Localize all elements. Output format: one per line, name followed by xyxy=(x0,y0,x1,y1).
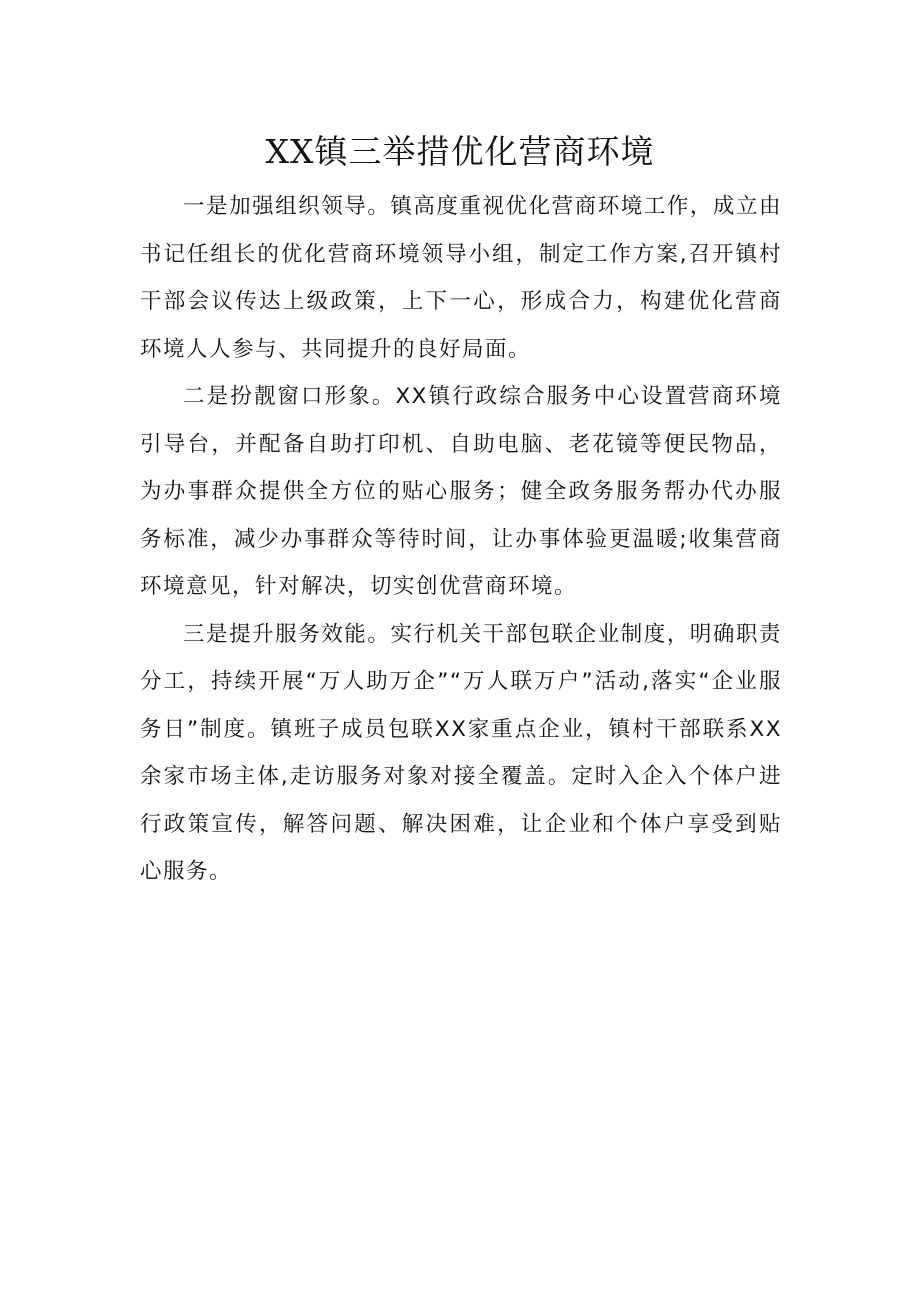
document-body xyxy=(140,183,782,896)
paragraph-service-efficiency: 三是提升服务效能。实行机关干部包联企业制度，明确职责分工，持续开展“万人助万企”“万人联万户”活动,落实“企业服务日”制度。镇班子成员包联XX家重点企业，镇村干部联系XX余家市场主体,走访服务对象对接全覆盖。定时入企入个体户进行政策宣传，解答问题、解决困难，让企业和个体户享受到贴心服务。 xyxy=(140,621,782,884)
paragraph-organization-leadership: 一是加强组织领导。镇高度重视优化营商环境工作，成立由书记任组长的优化营商环境领导小组，制定工作方案,召开镇村干部会议传达上级政策，上下一心，形成合力，构建优化营商环境人人参与、共同提升的良好局面。 xyxy=(140,194,782,362)
document-title: XX镇三举措优化营商环境 xyxy=(265,132,655,171)
paragraph-window-image: 二是扮靓窗口形象。XX镇行政综合服务中心设置营商环境引导台，并配备自助打印机、自助电脑、老花镜等便民物品，为办事群众提供全方位的贴心服务；健全政务服务帮办代办服务标准，减少办事群众等待时间，让办事体验更温暖;收集营商环境意见，针对解决，切实创优营商环境。 xyxy=(140,384,782,599)
